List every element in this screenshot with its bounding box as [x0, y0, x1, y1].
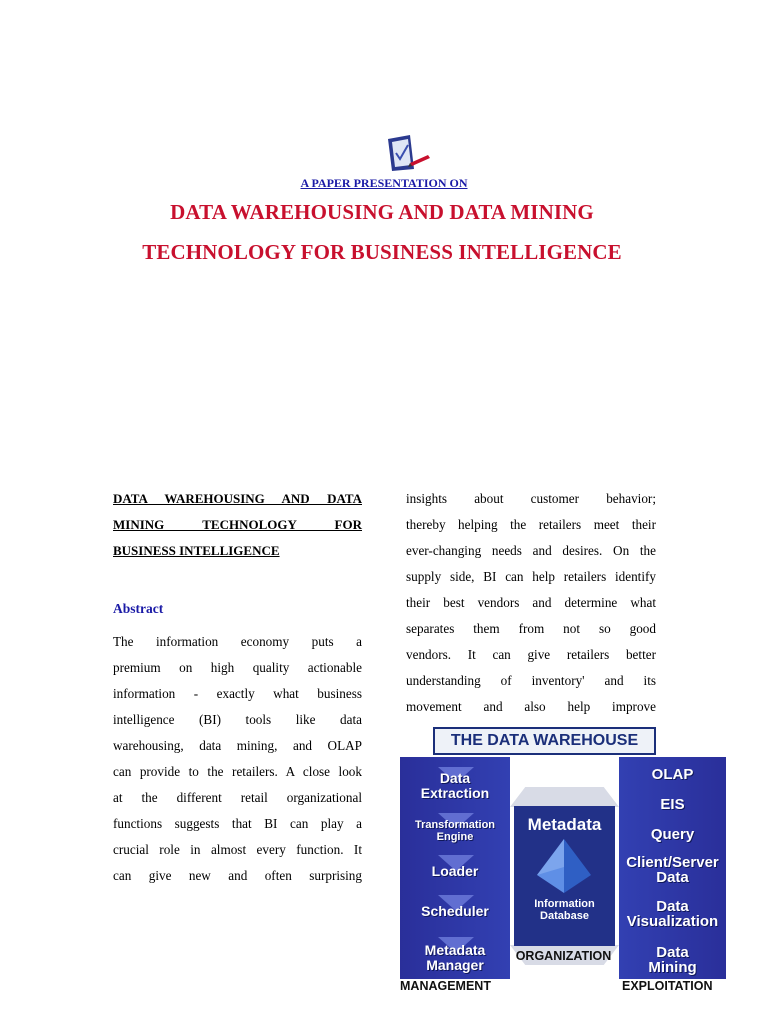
connector-top: [510, 787, 619, 807]
data-mining-label: Data Mining: [648, 944, 697, 976]
section-title-line: MINING TECHNOLOGY FOR: [113, 517, 362, 532]
abstract-line: can provide to the retailers. A close look: [113, 764, 362, 779]
exploitation-label: EXPLOITATION: [622, 979, 713, 993]
scheduler-label: Scheduler: [421, 903, 489, 919]
data-visualization-label: Data Visualization: [626, 898, 719, 930]
body-line: thereby helping the retailers meet their: [406, 517, 656, 532]
metadata-manager-label: Metadata Manager: [424, 942, 486, 973]
transformation-engine-label: Transformation Engine: [414, 819, 496, 843]
abstract-line: information - exactly what business: [113, 686, 362, 701]
body-line: vendors. It can give retailers better: [406, 647, 656, 662]
main-title-line-2: TECHNOLOGY FOR BUSINESS INTELLIGENCE: [142, 240, 622, 264]
loader-label: Loader: [431, 863, 479, 879]
metadata-label: Metadata: [527, 815, 602, 834]
section-title: [113, 486, 362, 564]
section-title-line: BUSINESS INTELLIGENCE: [113, 543, 280, 558]
data-warehouse-diagram: [400, 727, 726, 997]
eis-label: EIS: [660, 796, 685, 813]
abstract-line: premium on high quality actionable: [113, 660, 362, 675]
abstract-line: warehousing, data mining, and OLAP: [113, 738, 362, 753]
body-line: supply side, BI can help retailers identify: [406, 569, 656, 584]
data-extraction-label: Data Extraction: [420, 770, 490, 801]
checklist-pen-icon: [384, 133, 432, 173]
right-column-body: [406, 486, 656, 720]
body-line: separates them from not so good: [406, 621, 656, 636]
management-label: MANAGEMENT: [400, 979, 491, 993]
abstract-line: functions suggests that BI can play a: [113, 816, 362, 831]
body-line: ever-changing needs and desires. On the: [406, 543, 656, 558]
abstract-body: [113, 629, 362, 889]
olap-label: OLAP: [651, 766, 694, 783]
presentation-label: A PAPER PRESENTATION ON: [300, 176, 468, 190]
diagram-title: THE DATA WAREHOUSE: [433, 727, 656, 755]
organization-label: ORGANIZATION: [515, 949, 612, 963]
pyramid-icon: [533, 837, 595, 895]
query-label: Query: [650, 826, 695, 843]
body-line: their best vendors and determine what: [406, 595, 656, 610]
client-server-data-label: Client/Server Data: [626, 854, 719, 886]
abstract-line: The information economy puts a: [113, 634, 362, 649]
main-title-line-1: DATA WAREHOUSING AND DATA MINING: [170, 200, 594, 224]
abstract-line: at the different retail organizational: [113, 790, 362, 805]
abstract-line: crucial role in almost every function. It: [113, 842, 362, 857]
information-database-label: Information Database: [534, 898, 595, 922]
body-line: movement and also help improve: [406, 699, 656, 714]
body-line: insights about customer behavior;: [406, 491, 656, 506]
abstract-heading: Abstract: [113, 601, 164, 616]
section-title-line: DATA WAREHOUSING AND DATA: [113, 491, 362, 506]
abstract-line: can give new and often surprising: [113, 868, 362, 883]
abstract-line: intelligence (BI) tools like data: [113, 712, 362, 727]
body-line: understanding of inventory' and its: [406, 673, 656, 688]
